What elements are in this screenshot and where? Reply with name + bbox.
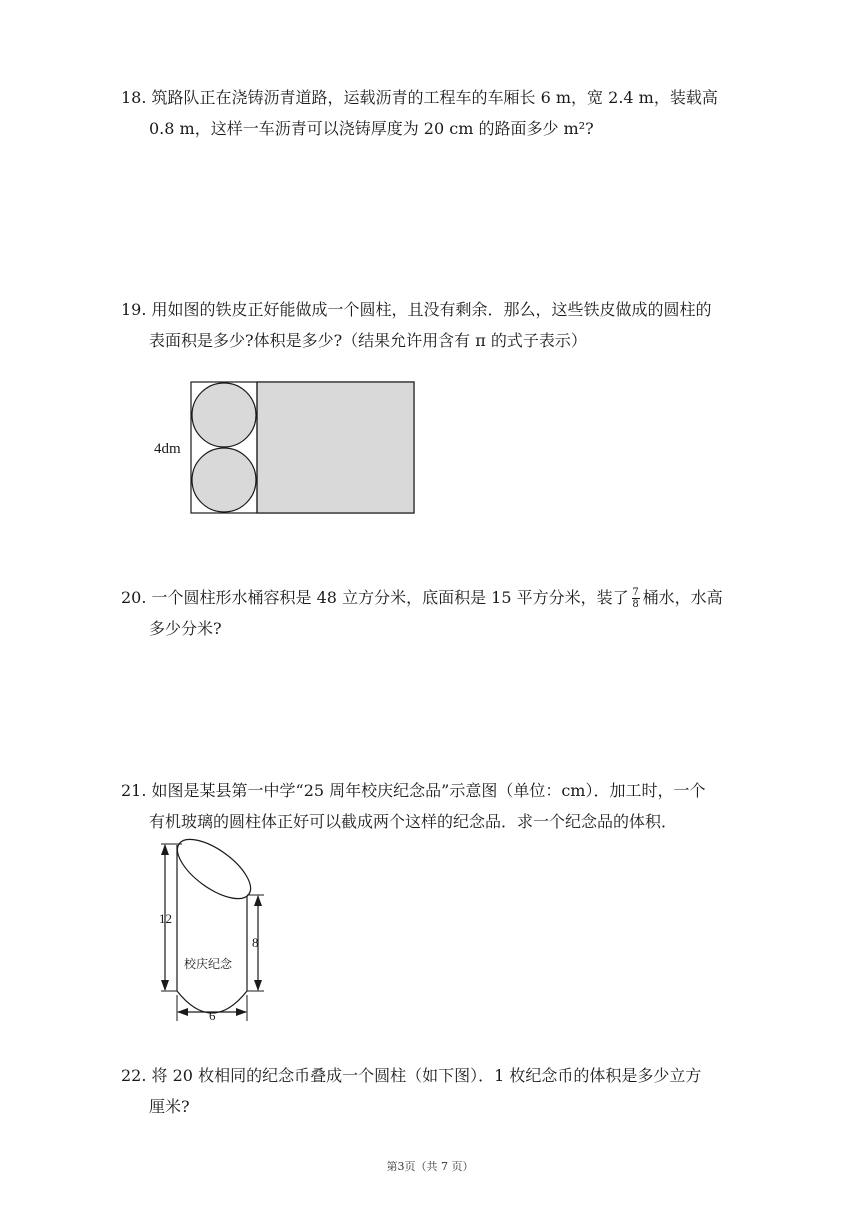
slanted-top-ellipse [168, 835, 260, 910]
question-22-line1: 22. 将 20 枚相同的纪念币叠成一个圆柱（如下图）．1 枚纪念币的体积是多少立方 [121, 1066, 702, 1085]
question-18 [121, 82, 761, 144]
figure-q21-svg [148, 835, 278, 1025]
circle-top [192, 383, 256, 447]
question-18-line2: 0.8 m，这样一车沥青可以浇铸厚度为 20 cm 的路面多少 m²? [149, 119, 594, 138]
question-21-line2: 有机玻璃的圆柱体正好可以截成两个这样的纪念品．求一个纪念品的体积． [149, 812, 678, 831]
sheet-rectangle [257, 382, 414, 513]
dimension-label-6: 6 [209, 1008, 216, 1023]
fraction-numerator: 7 [632, 587, 639, 598]
dimension-label-12: 12 [159, 911, 172, 926]
dimension-label-8: 8 [252, 935, 259, 950]
question-19-line1: 19. 用如图的铁皮正好能做成一个圆柱，且没有剩余．那么，这些铁皮做成的圆柱的 [121, 300, 712, 319]
question-22 [121, 1060, 761, 1122]
fraction-denominator: 8 [632, 599, 639, 610]
question-21 [121, 775, 761, 837]
question-19-line2: 表面积是多少?体积是多少?（结果允许用含有 π 的式子表示） [149, 331, 587, 350]
question-21-line1: 21. 如图是某县第一中学“25 周年校庆纪念品”示意图（单位：cm）．加工时，一个 [121, 781, 706, 800]
fraction-seven-eighths [632, 587, 640, 610]
question-20-text-b: 桶水，水高 [642, 588, 723, 607]
question-20-line1 [121, 582, 761, 613]
question-20-line2: 多少分米? [149, 619, 222, 638]
question-18-line1: 18. 筑路队正在浇铸沥青道路，运载沥青的工程车的车厢长 6 m，宽 2.4 m，装载高 [121, 88, 718, 107]
souvenir-body-text: 校庆纪念 [184, 957, 233, 971]
figure-q19-svg [150, 375, 420, 520]
figure-q21-souvenir [148, 835, 278, 1025]
circle-bottom [192, 448, 256, 512]
question-20 [121, 582, 761, 644]
question-19 [121, 294, 761, 356]
figure-q19-sheet [150, 375, 420, 520]
dimension-label-4dm: 4dm [154, 441, 181, 457]
question-22-line2: 厘米? [149, 1097, 190, 1116]
page-footer: 第3页（共 7 页） [386, 1160, 474, 1173]
question-20-text-a: 20. 一个圆柱形水桶容积是 48 立方分米，底面积是 15 平方分米，装了 [121, 588, 629, 607]
